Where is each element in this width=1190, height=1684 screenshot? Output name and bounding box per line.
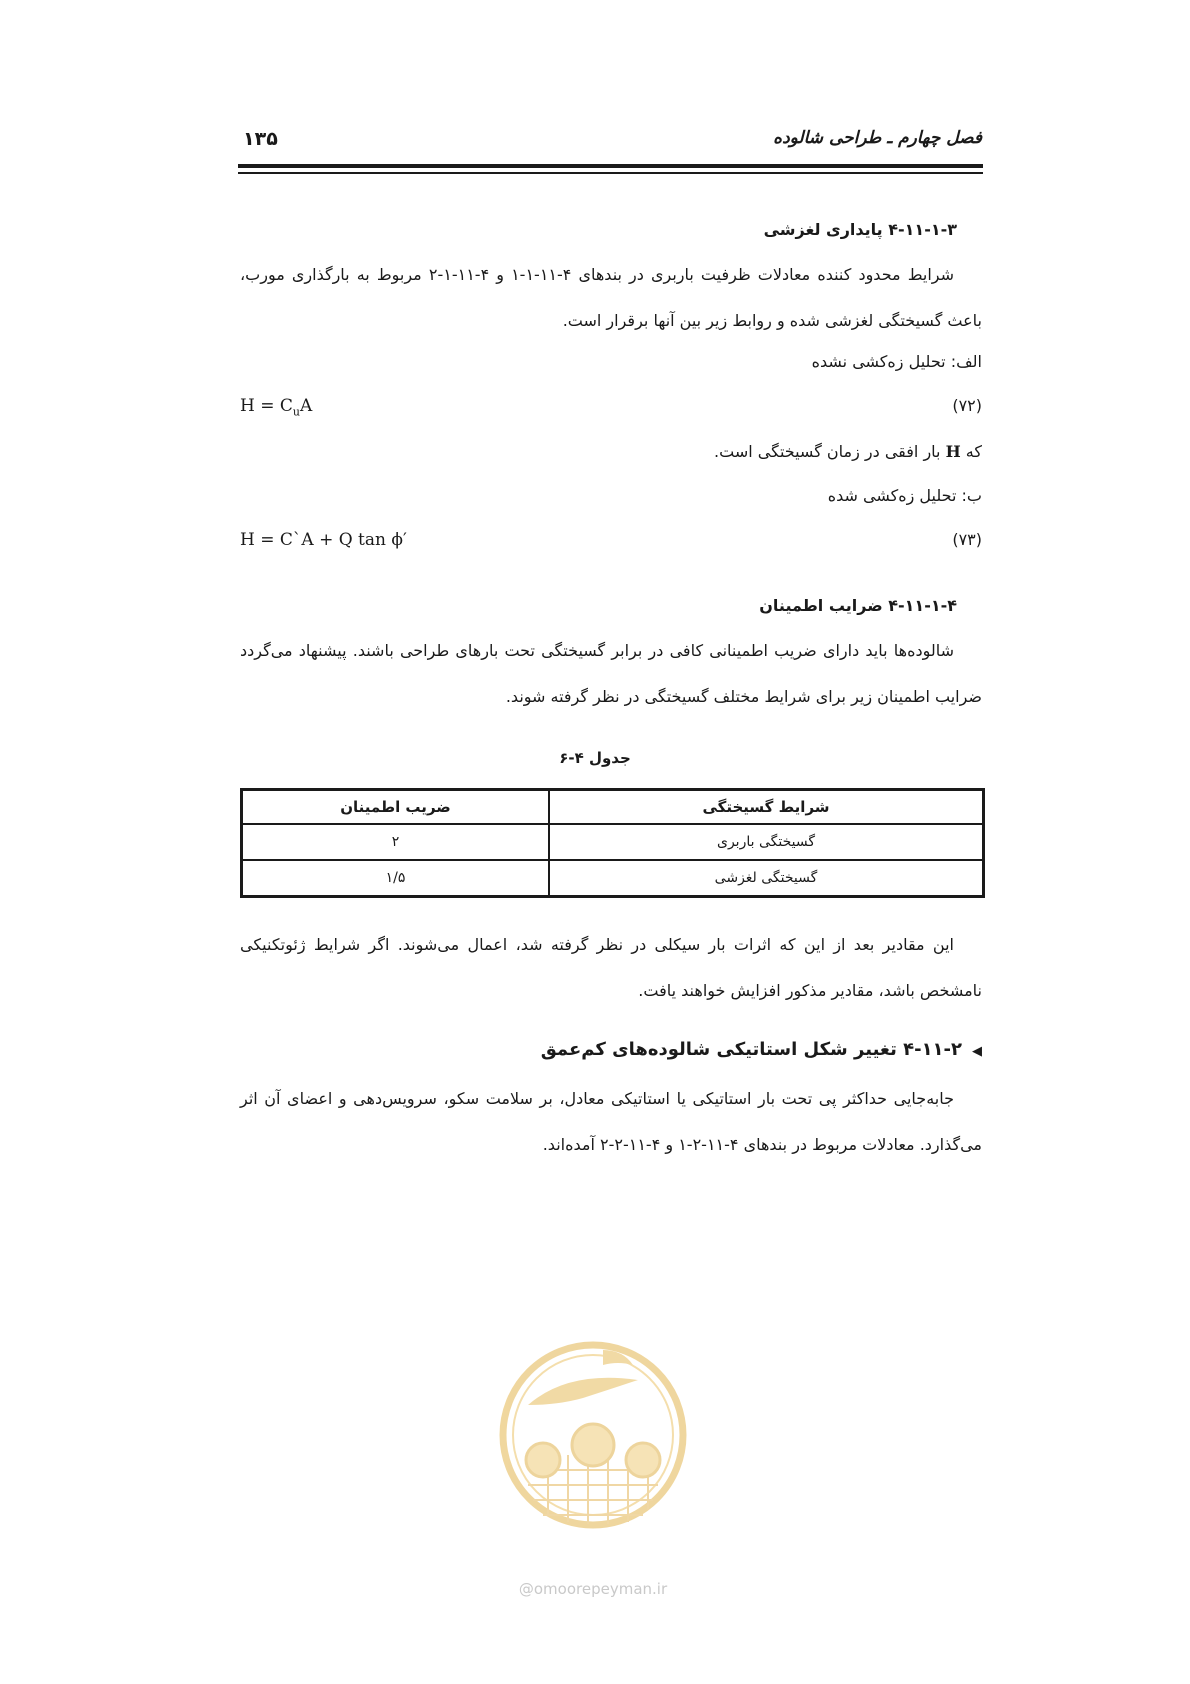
equation-72-lhs: H = C bbox=[240, 396, 293, 416]
h-symbol: H bbox=[945, 442, 961, 461]
safety-factor-table bbox=[240, 788, 985, 898]
h-definition bbox=[714, 442, 982, 461]
equation-73: H = C`A + Q tan ϕ′ bbox=[240, 530, 407, 550]
equation-73-number: (۷۳) bbox=[952, 530, 982, 549]
table-cell: ۱/۵ bbox=[242, 860, 550, 897]
bullet-arrow-icon: ◀ bbox=[972, 1044, 982, 1059]
table-cell: ۲ bbox=[242, 824, 550, 860]
table-row bbox=[242, 860, 984, 897]
equation-73-row bbox=[240, 530, 982, 556]
table-row bbox=[242, 824, 984, 860]
table-header-cell: شرایط گسیختگی bbox=[549, 790, 984, 825]
case-b-label: ب: تحلیل زه‌کشی شده bbox=[827, 486, 982, 505]
section-heading-sliding: ۴-۱۱-۱-۳ پایداری لغزشی bbox=[763, 220, 957, 239]
h-definition-prefix: که bbox=[960, 442, 982, 461]
page-number: ۱۳۵ bbox=[243, 128, 278, 150]
table-cell: گسیختگی باربری bbox=[549, 824, 984, 860]
equation-72-row bbox=[240, 396, 982, 422]
paragraph-safety: شالوده‌ها باید دارای ضریب اطمینانی کافی در برابر گسیختگی تحت بارهای طراحی باشند. پیشنهاد می‌گردد ضرایب اطمینان زیر برای شرایط مختلف گسیختگی در نظر گرفته شوند. bbox=[240, 641, 982, 706]
section-heading-settlement bbox=[541, 1039, 982, 1060]
watermark-text: @omoorepeyman.ir bbox=[518, 1580, 668, 1598]
paragraph-after-table: این مقادیر بعد از این که اثرات بار سیکلی در نظر گرفته شد، اعمال می‌شوند. اگر شرایط ژئوتکنیکی نامشخص باشد، مقادیر مذکور افزایش خواهند یافت. bbox=[240, 935, 982, 1000]
watermark bbox=[488, 1310, 698, 1610]
equation-72-rhs: A bbox=[299, 396, 313, 416]
watermark-logo-icon bbox=[488, 1310, 698, 1580]
paragraph-settlement: جابه‌جایی حداکثر پی تحت بار استاتیکی یا استاتیکی معادل، بر سلامت سکو، سرویس‌دهی و اعضای آن اثر می‌گذارد. معادلات مربوط در بندهای ۴-۱۱-۲-۱ و ۴-۱۱-۲-۲ آمده‌اند. bbox=[240, 1089, 982, 1154]
h-definition-suffix: بار افقی در زمان گسیختگی است. bbox=[714, 442, 946, 461]
table-caption: جدول ۴-۶ bbox=[559, 749, 631, 767]
equation-72-subscript: u bbox=[292, 405, 300, 419]
table-header-cell: ضریب اطمینان bbox=[242, 790, 550, 825]
header-rule-thin bbox=[238, 172, 983, 174]
table-header-row bbox=[242, 790, 984, 825]
paragraph-sliding: شرایط محدود کننده معادلات ظرفیت باربری در بندهای ۴-۱۱-۱-۱ و ۴-۱۱-۱-۲ مربوط به بارگذاری مورب، باعث گسیختگی لغزشی شده و روابط زیر بین آنها برقرار است. bbox=[240, 265, 982, 330]
equation-72 bbox=[240, 396, 312, 418]
section-heading-settlement-text: ۴-۱۱-۲ تغییر شکل استاتیکی شالوده‌های کم‌عمق bbox=[540, 1039, 962, 1060]
equation-72-number: (۷۲) bbox=[952, 396, 982, 415]
header-rule-thick bbox=[238, 164, 983, 168]
case-a-label: الف: تحلیل زه‌کشی نشده bbox=[811, 352, 982, 371]
section-heading-safety: ۴-۱۱-۱-۴ ضرایب اطمینان bbox=[759, 596, 957, 615]
chapter-title: فصل چهارم ـ طراحی شالوده bbox=[773, 128, 982, 148]
table-cell: گسیختگی لغزشی bbox=[549, 860, 984, 897]
